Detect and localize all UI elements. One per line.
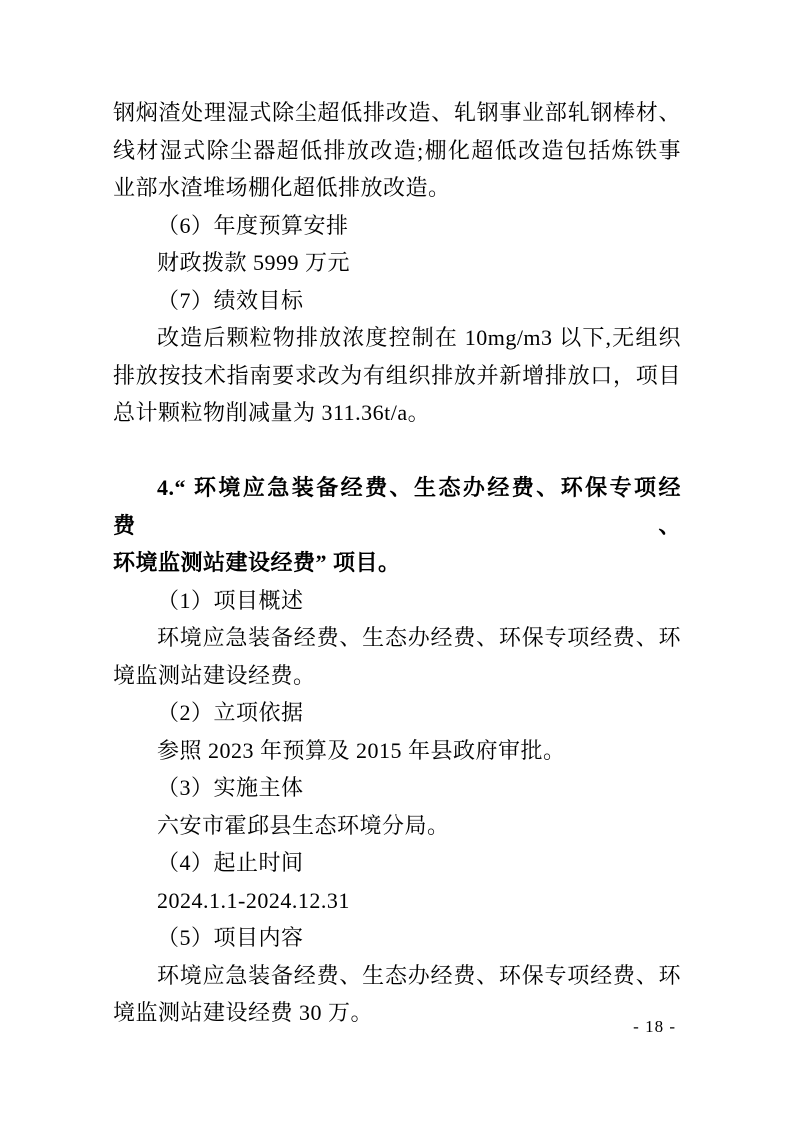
body-line: 境监测站建设经费 30 万。: [113, 1000, 374, 1025]
body-line: （7）绩效目标: [157, 287, 304, 313]
section-heading-line: 4.“ 环境应急装备经费、生态办经费、环保专项经费、: [113, 475, 681, 538]
body-line: （3）实施主体: [157, 775, 304, 800]
paragraph-spacer: [113, 432, 681, 470]
body-line: 境监测站建设经费。: [113, 662, 316, 688]
body-line: 改造后颗粒物排放浓度控制在 10mg/m3 以下,无组织: [157, 325, 681, 350]
body-line: 总计颗粒物削减量为 311.36t/a。: [113, 400, 431, 425]
body-line: 钢焖渣处理湿式除尘超低排改造、轧钢事业部轧钢棒材、: [113, 100, 681, 125]
body-line: （4）起止时间: [157, 850, 304, 875]
body-line: 线材湿式除尘器超低排放改造;棚化超低改造包括炼铁事: [113, 137, 681, 163]
body-line: 参照 2023 年预算及 2015 年县政府审批。: [157, 737, 566, 763]
body-line: 环境应急装备经费、生态办经费、环保专项经费、环: [157, 625, 681, 650]
body-line: （6）年度预算安排: [157, 212, 349, 238]
document-body: [113, 94, 681, 1032]
body-line: 环境应急装备经费、生态办经费、环保专项经费、环: [157, 962, 681, 988]
body-line: 财政拨款 5999 万元: [157, 250, 351, 275]
page-number: - 18 -: [633, 1017, 676, 1036]
section-heading-line: 环境监测站建设经费” 项目。: [113, 550, 401, 575]
body-line: （2）立项依据: [157, 700, 304, 725]
body-line: 业部水渣堆场棚化超低排放改造。: [113, 175, 451, 200]
body-line: 六安市霍邱县生态环境分局。: [157, 812, 450, 838]
body-line: 2024.1.1-2024.12.31: [157, 887, 350, 913]
body-line: 排放按技术指南要求改为有组织排放并新增排放口，项目: [113, 362, 681, 388]
body-line: （1）项目概述: [157, 587, 304, 613]
body-line: （5）项目内容: [157, 925, 304, 950]
